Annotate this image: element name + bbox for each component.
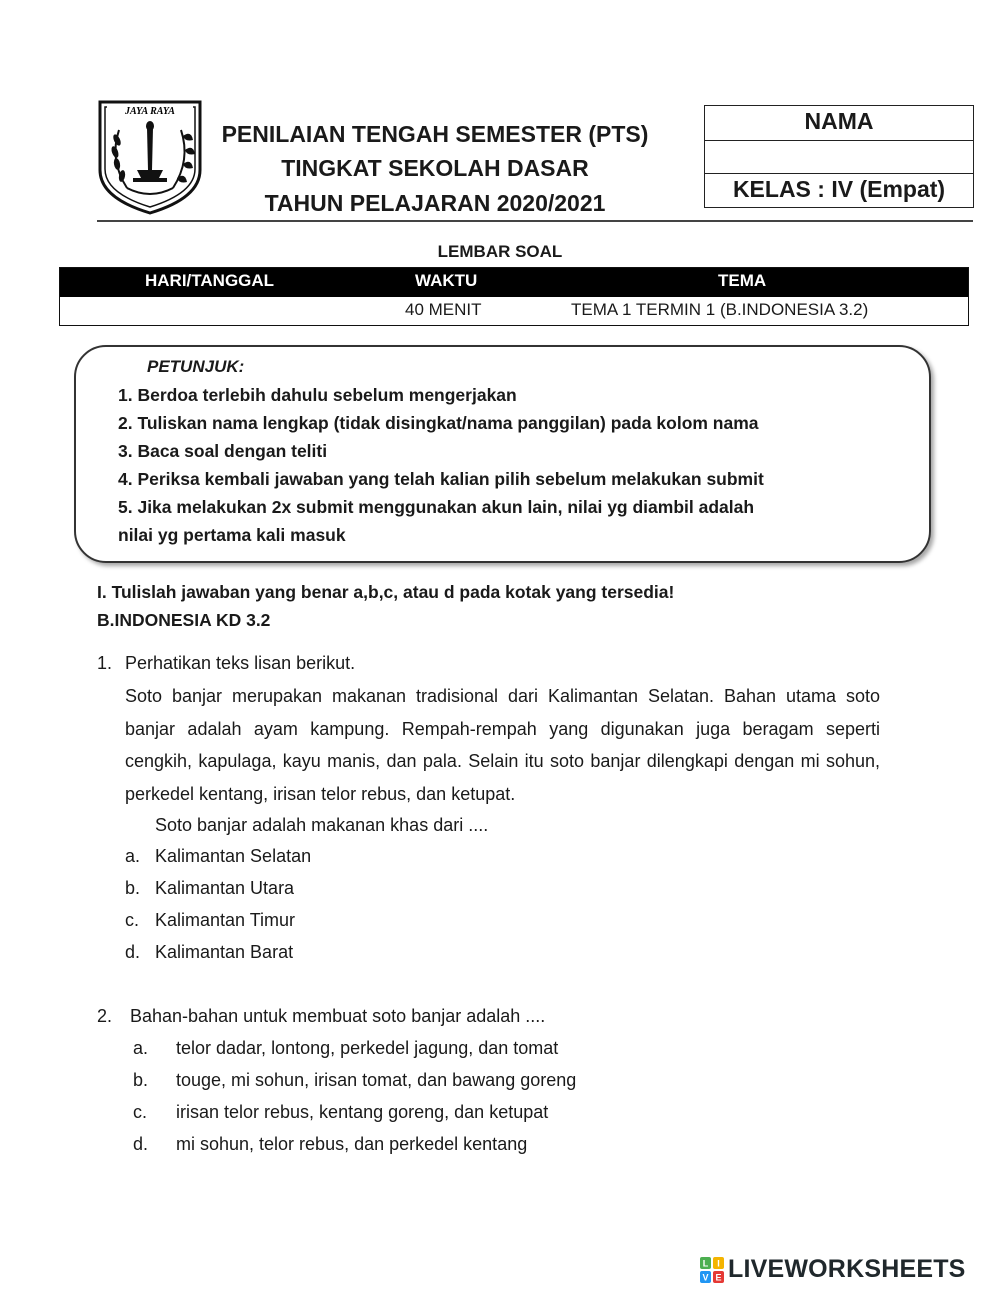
petunjuk-item: 2. Tuliskan nama lengkap (tidak disingkat/nama panggilan) pada kolom nama: [118, 413, 759, 433]
question-1-option-b[interactable]: Kalimantan Utara: [155, 878, 295, 898]
divider: [705, 140, 973, 141]
logo-letter: I: [717, 1258, 720, 1269]
option-letter: a.: [125, 846, 141, 866]
question-1-option-a[interactable]: Kalimantan Selatan: [155, 846, 312, 866]
liveworksheets-logo-icon: [700, 1257, 724, 1283]
question-2-option-d[interactable]: mi sohun, telor rebus, dan perkedel kentang: [176, 1134, 528, 1154]
section-instruction: I. Tulislah jawaban yang benar a,b,c, atau d pada kotak yang tersedia!: [97, 582, 675, 602]
option-letter: a.: [133, 1038, 149, 1058]
header-title-line-2: TINGKAT SEKOLAH DASAR: [281, 155, 589, 181]
logo-letter: E: [715, 1272, 722, 1283]
info-table: [59, 267, 969, 326]
question-1-intro: Perhatikan teks lisan berikut.: [125, 653, 356, 673]
header-divider: [97, 220, 973, 222]
info-table-row: [60, 297, 968, 325]
petunjuk-item: 4. Periksa kembali jawaban yang telah kalian pilih sebelum melakukan submit: [118, 469, 764, 489]
option-letter: b.: [125, 878, 141, 898]
question-1-option-c[interactable]: Kalimantan Timur: [155, 910, 296, 930]
logo-letter: L: [702, 1258, 709, 1269]
header-title-line-1: PENILAIAN TENGAH SEMESTER (PTS): [221, 121, 649, 147]
cell-tema: TEMA 1 TERMIN 1 (B.INDONESIA 3.2): [571, 300, 869, 319]
petunjuk-item: 1. Berdoa terlebih dahulu sebelum mengerjakan: [118, 385, 517, 405]
petunjuk-item: 3. Baca soal dengan teliti: [118, 441, 328, 461]
option-letter: c.: [125, 910, 140, 930]
question-1-prompt: Soto banjar adalah makanan khas dari ....: [155, 815, 489, 835]
header-title-line-3: TAHUN PELAJARAN 2020/2021: [264, 190, 606, 216]
header-waktu: WAKTU: [415, 271, 478, 290]
logo-letter: V: [702, 1272, 709, 1283]
header-hari-tanggal: HARI/TANGGAL: [145, 271, 275, 290]
divider: [705, 173, 973, 174]
option-letter: d.: [133, 1134, 149, 1154]
nama-label: NAMA: [804, 108, 874, 134]
question-2-option-c[interactable]: irisan telor rebus, kentang goreng, dan ketupat: [176, 1102, 549, 1122]
nama-field[interactable]: [705, 144, 973, 170]
petunjuk-title: PETUNJUK:: [147, 357, 245, 376]
question-2-option-a[interactable]: telor dadar, lontong, perkedel jagung, dan tomat: [176, 1038, 559, 1058]
logo-text: JAYA RAYA: [125, 106, 175, 117]
question-1-number: 1.: [97, 653, 113, 673]
student-identity-box: [704, 105, 974, 208]
kelas-label: KELAS : IV (Empat): [732, 176, 946, 202]
petunjuk-item: nilai yg pertama kali masuk: [118, 525, 346, 545]
question-2-prompt: Bahan-bahan untuk membuat soto banjar adalah ....: [130, 1006, 546, 1026]
liveworksheets-brand: [700, 1255, 995, 1285]
option-letter: b.: [133, 1070, 149, 1090]
liveworksheets-wordmark: LIVEWORKSHEETS: [728, 1255, 966, 1283]
question-1-passage: Soto banjar merupakan makanan tradisional dari Kalimantan Selatan. Bahan utama soto banjar adalah ayam kampung. Rempah-rempah yang digunakan juga beragam seperti cengkih, kapulaga, kayu manis, dan pala. Selain itu soto banjar dilengkapi dengan mi sohun, perkedel kentang, irisan telor rebus, dan ketupat.: [125, 686, 880, 804]
info-table-header: [60, 268, 968, 297]
jaya-raya-logo: [97, 100, 203, 215]
header-tema: TEMA: [718, 271, 767, 290]
section-subject: B.INDONESIA KD 3.2: [97, 610, 271, 630]
lembar-soal-title: LEMBAR SOAL: [437, 242, 563, 261]
option-letter: c.: [133, 1102, 148, 1122]
question-1-option-d[interactable]: Kalimantan Barat: [155, 942, 294, 962]
question-2-option-b[interactable]: touge, mi sohun, irisan tomat, dan bawang goreng: [176, 1070, 577, 1090]
question-2-number: 2.: [97, 1006, 113, 1026]
cell-waktu: 40 MENIT: [405, 300, 482, 319]
petunjuk-item: 5. Jika melakukan 2x submit menggunakan akun lain, nilai yg diambil adalah: [118, 497, 755, 517]
option-letter: d.: [125, 942, 141, 962]
